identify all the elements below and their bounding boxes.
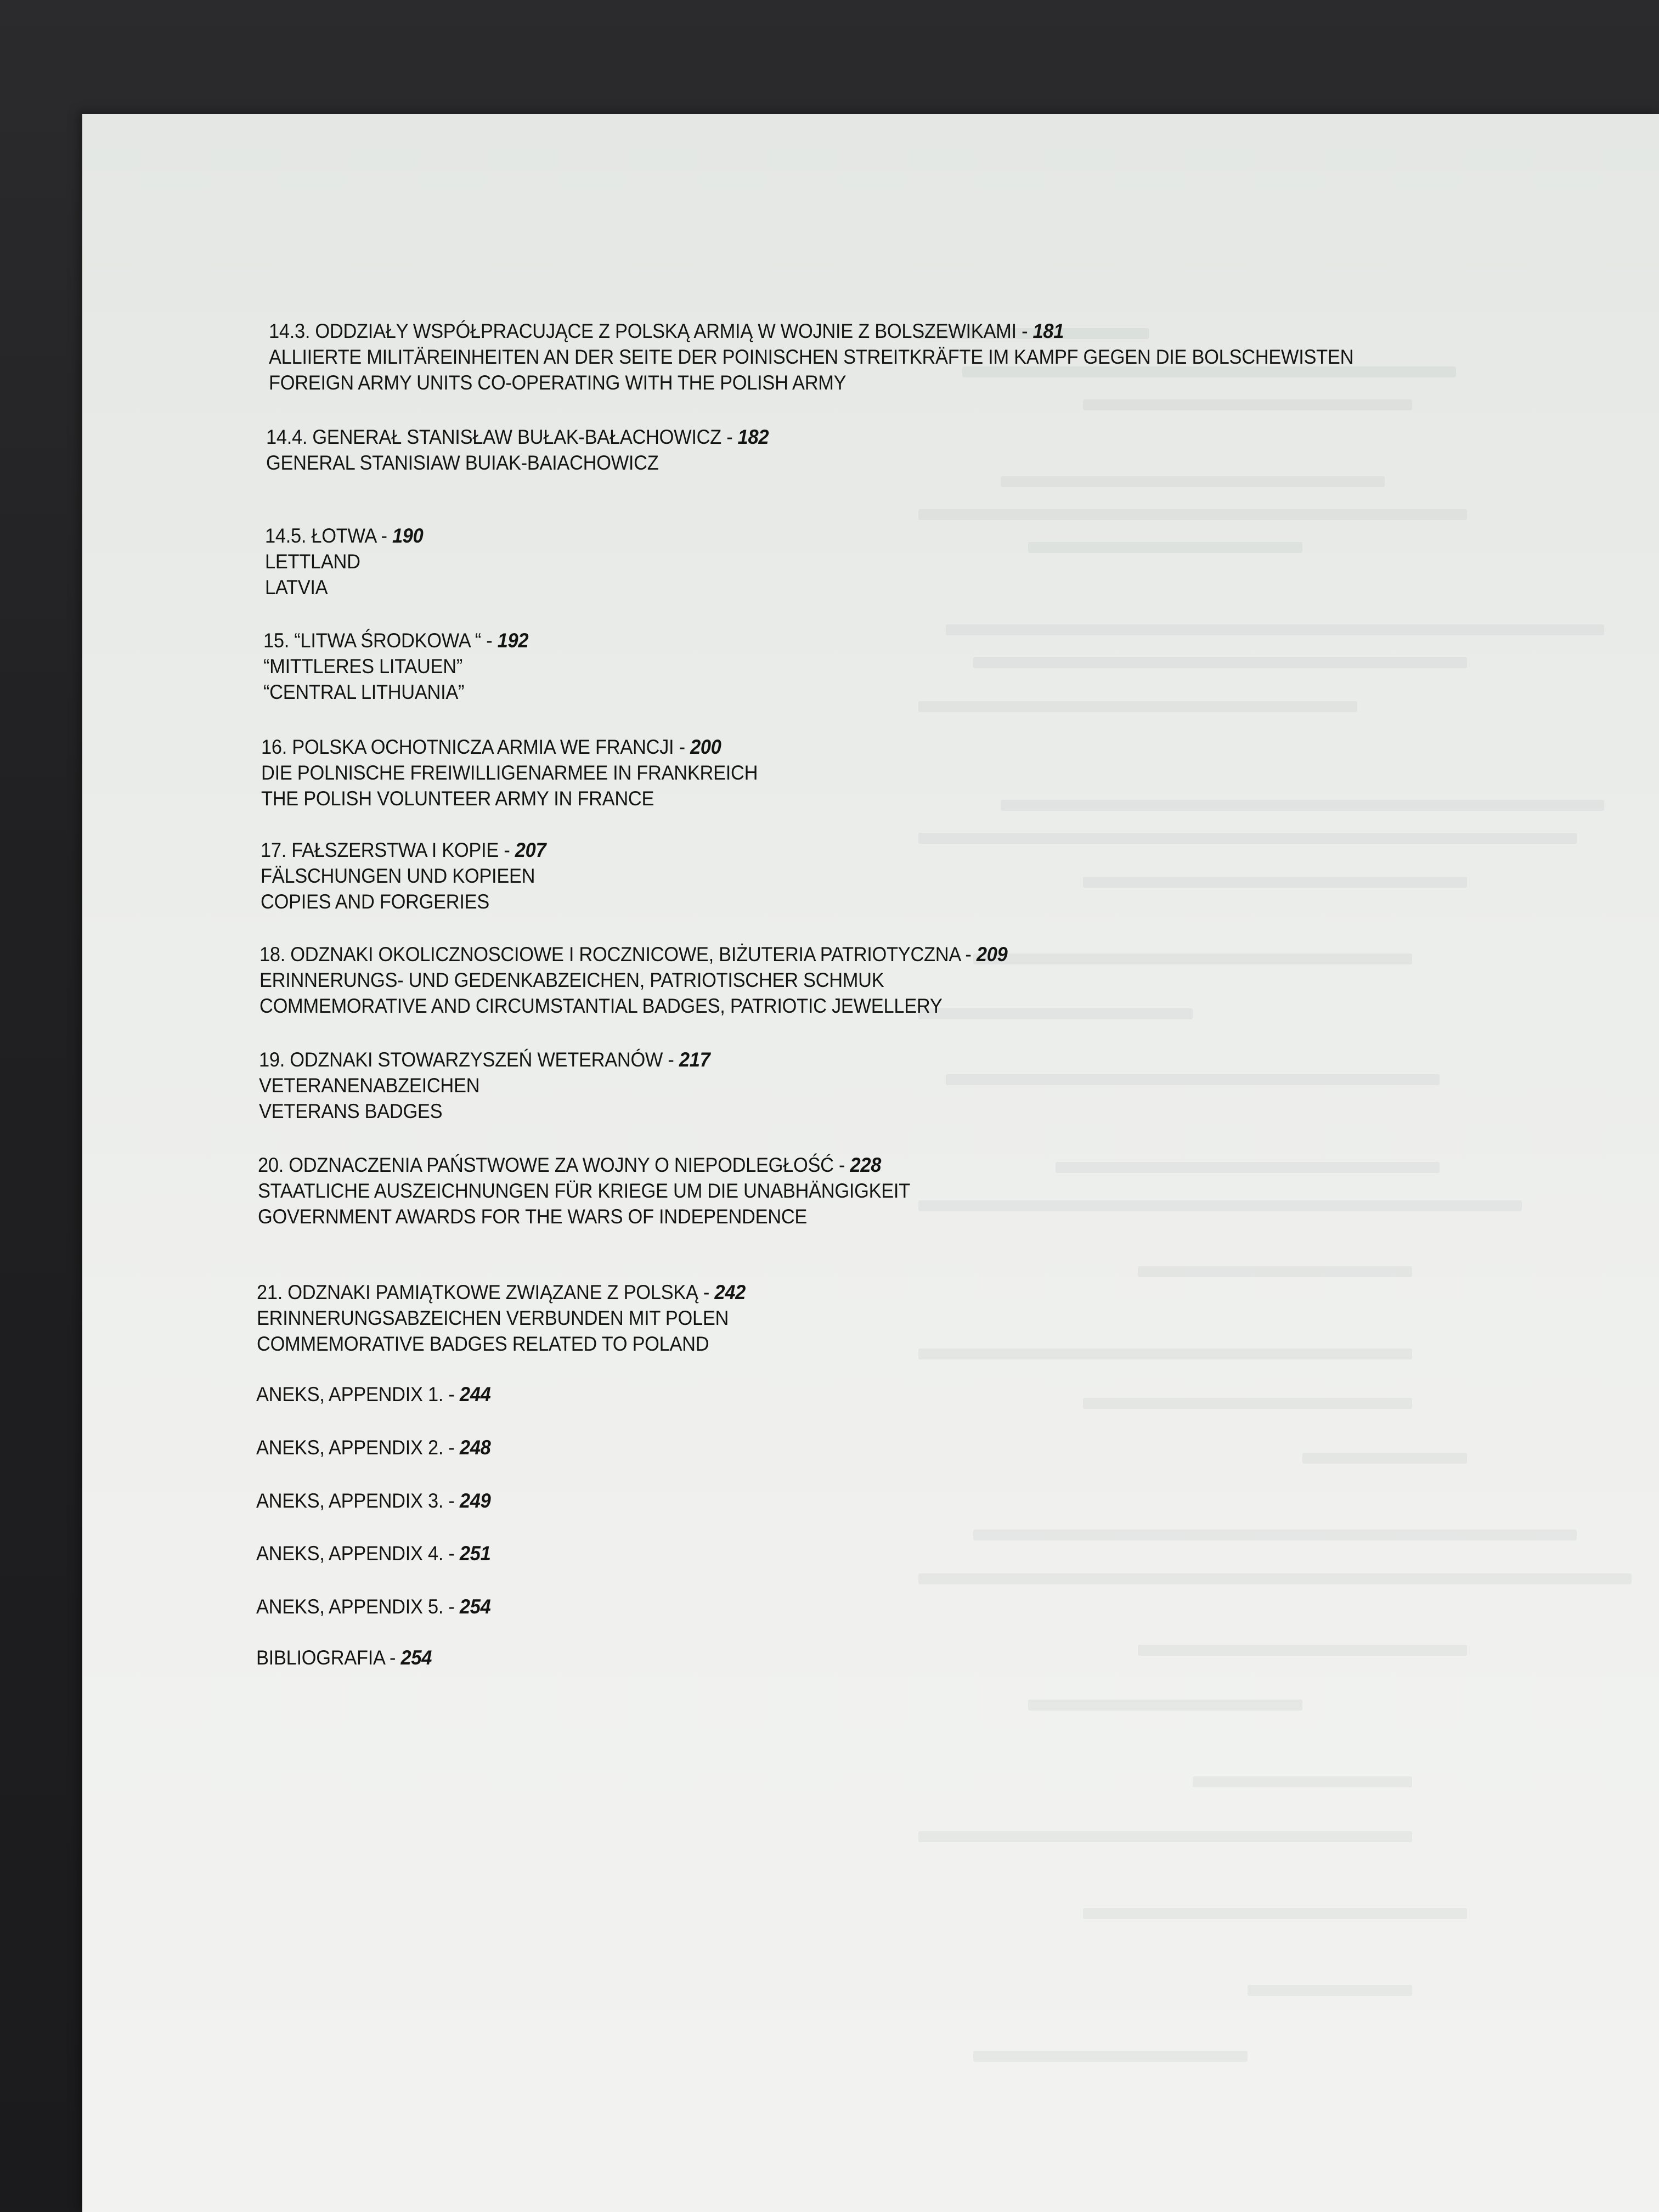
toc-entry-heading <box>256 1645 432 1671</box>
toc-entry-heading <box>256 1541 490 1566</box>
toc-entry-title: 14.4. GENERAŁ STANISŁAW BUŁAK-BAŁACHOWICZ - <box>266 426 738 448</box>
toc-entry <box>257 1279 746 1357</box>
toc-entry-title: 14.3. ODDZIAŁY WSPÓŁPRACUJĄCE Z POLSKĄ ARMIĄ W WOJNIE Z BOLSZEWIKAMI - <box>269 320 1033 342</box>
toc-entry-translation: ALLIIERTE MILITÄREINHEITEN AN DER SEITE DER POINISCHEN STREITKRÄFTE IM KAMPF GEGEN DIE BOLSCHEWISTEN <box>269 346 1354 368</box>
toc-entry <box>256 1541 490 1566</box>
toc-page-number: 254 <box>459 1595 491 1618</box>
toc-page-number: 200 <box>690 736 721 758</box>
toc-page-number: 181 <box>1032 320 1064 342</box>
toc-entry-translation: VETERANENABZEICHEN <box>259 1074 480 1097</box>
toc-page-number: 242 <box>714 1281 746 1304</box>
toc-entry-translation: LATVIA <box>265 576 328 599</box>
toc-entry-translation: ERINNERUNGS- UND GEDENKABZEICHEN, PATRIOTISCHER SCHMUK <box>259 969 884 991</box>
toc-page-number: 207 <box>515 839 546 861</box>
toc-entry-title: 18. ODZNAKI OKOLICZNOSCIOWE I ROCZNICOWE, BIŻUTERIA PATRIOTYCZNA - <box>259 943 977 966</box>
toc-entry-heading <box>261 837 546 863</box>
toc-entry-translation: COPIES AND FORGERIES <box>261 890 489 913</box>
toc-entry-title: 16. POLSKA OCHOTNICZA ARMIA WE FRANCJI - <box>261 736 691 758</box>
toc-entry-translation: ERINNERUNGSABZEICHEN VERBUNDEN MIT POLEN <box>257 1307 729 1329</box>
toc-page-number: 192 <box>497 629 529 652</box>
toc-entry <box>266 424 769 476</box>
toc-entry <box>256 1381 490 1407</box>
toc-entry-title: ANEKS, APPENDIX 2. - <box>256 1436 460 1459</box>
toc-entry-title: ANEKS, APPENDIX 1. - <box>256 1383 460 1406</box>
toc-entry-title: 15. “LITWA ŚRODKOWA “ - <box>263 629 498 652</box>
toc-entry-title: 21. ODZNAKI PAMIĄTKOWE ZWIĄZANE Z POLSKĄ - <box>257 1281 715 1304</box>
toc-page-number: 182 <box>737 426 769 448</box>
toc-entry-translation: COMMEMORATIVE AND CIRCUMSTANTIAL BADGES, PATRIOTIC JEWELLERY <box>259 995 943 1017</box>
toc-entry-title: 19. ODZNAKI STOWARZYSZEŃ WETERANÓW - <box>259 1048 679 1071</box>
toc-page-number: 217 <box>679 1048 710 1071</box>
toc-entry-translation: “MITTLERES LITAUEN” <box>263 655 463 678</box>
toc-entry-heading <box>256 1488 490 1514</box>
toc-entry-translation: VETERANS BADGES <box>259 1100 443 1122</box>
toc-entry <box>265 523 424 600</box>
toc-entry-heading <box>263 628 528 653</box>
toc-page-number: 254 <box>400 1646 432 1669</box>
toc-entry <box>269 318 1353 396</box>
toc-entry-title: 20. ODZNACZENIA PAŃSTWOWE ZA WOJNY O NIEPODLEGŁOŚĆ - <box>258 1154 850 1176</box>
toc-entry <box>261 837 546 915</box>
toc-page-number: 228 <box>850 1154 882 1176</box>
table-of-contents <box>82 114 1659 2212</box>
toc-entry-translation: GOVERNMENT AWARDS FOR THE WARS OF INDEPENDENCE <box>258 1205 808 1228</box>
toc-entry-heading <box>258 1152 910 1178</box>
toc-page-number: 244 <box>459 1383 491 1406</box>
toc-entry <box>259 941 1007 1019</box>
toc-entry <box>261 734 758 811</box>
toc-entry-translation: LETTLAND <box>265 550 360 573</box>
toc-entry-heading <box>256 1435 490 1460</box>
toc-entry-title: 14.5. ŁOTWA - <box>265 524 392 547</box>
toc-entry <box>259 1047 710 1124</box>
toc-entry-title: ANEKS, APPENDIX 3. - <box>256 1489 460 1512</box>
toc-entry-title: BIBLIOGRAFIA - <box>256 1646 401 1669</box>
toc-entry <box>256 1488 490 1514</box>
toc-entry-title: ANEKS, APPENDIX 5. - <box>256 1595 460 1618</box>
toc-entry-heading <box>256 1381 490 1407</box>
document-page <box>82 114 1659 2212</box>
toc-entry-translation: COMMEMORATIVE BADGES RELATED TO POLAND <box>257 1333 709 1355</box>
toc-entry <box>256 1645 432 1671</box>
toc-entry-translation: FOREIGN ARMY UNITS CO-OPERATING WITH THE POLISH ARMY <box>269 371 847 394</box>
toc-entry-heading <box>266 424 769 450</box>
toc-entry-heading <box>259 1047 710 1073</box>
toc-entry <box>256 1435 490 1460</box>
toc-entry-translation: DIE POLNISCHE FREIWILLIGENARMEE IN FRANKREICH <box>261 761 758 784</box>
toc-page-number: 248 <box>459 1436 491 1459</box>
toc-page-number: 209 <box>976 943 1008 966</box>
toc-entry-translation: GENERAL STANISIAW BUIAK-BAIACHOWICZ <box>266 452 659 474</box>
toc-entry-heading <box>261 734 758 760</box>
toc-entry-heading <box>257 1279 746 1305</box>
toc-page-number: 190 <box>392 524 424 547</box>
toc-page-number: 251 <box>459 1542 491 1565</box>
toc-entry-heading <box>259 941 1007 967</box>
toc-entry-translation: “CENTRAL LITHUANIA” <box>263 681 465 703</box>
toc-entry-heading <box>265 523 424 549</box>
toc-page-number: 249 <box>459 1489 491 1512</box>
toc-entry-translation: FÄLSCHUNGEN UND KOPIEEN <box>261 865 535 887</box>
toc-entry <box>256 1594 490 1620</box>
toc-entry-title: ANEKS, APPENDIX 4. - <box>256 1542 460 1565</box>
toc-entry-translation: STAATLICHE AUSZEICHNUNGEN FÜR KRIEGE UM DIE UNABHÄNGIGKEIT <box>258 1180 910 1202</box>
toc-entry-title: 17. FAŁSZERSTWA I KOPIE - <box>261 839 515 861</box>
toc-entry-heading <box>256 1594 490 1620</box>
toc-entry-heading <box>269 318 1353 344</box>
toc-entry <box>258 1152 910 1229</box>
toc-entry-translation: THE POLISH VOLUNTEER ARMY IN FRANCE <box>261 787 654 810</box>
toc-entry <box>263 628 528 705</box>
